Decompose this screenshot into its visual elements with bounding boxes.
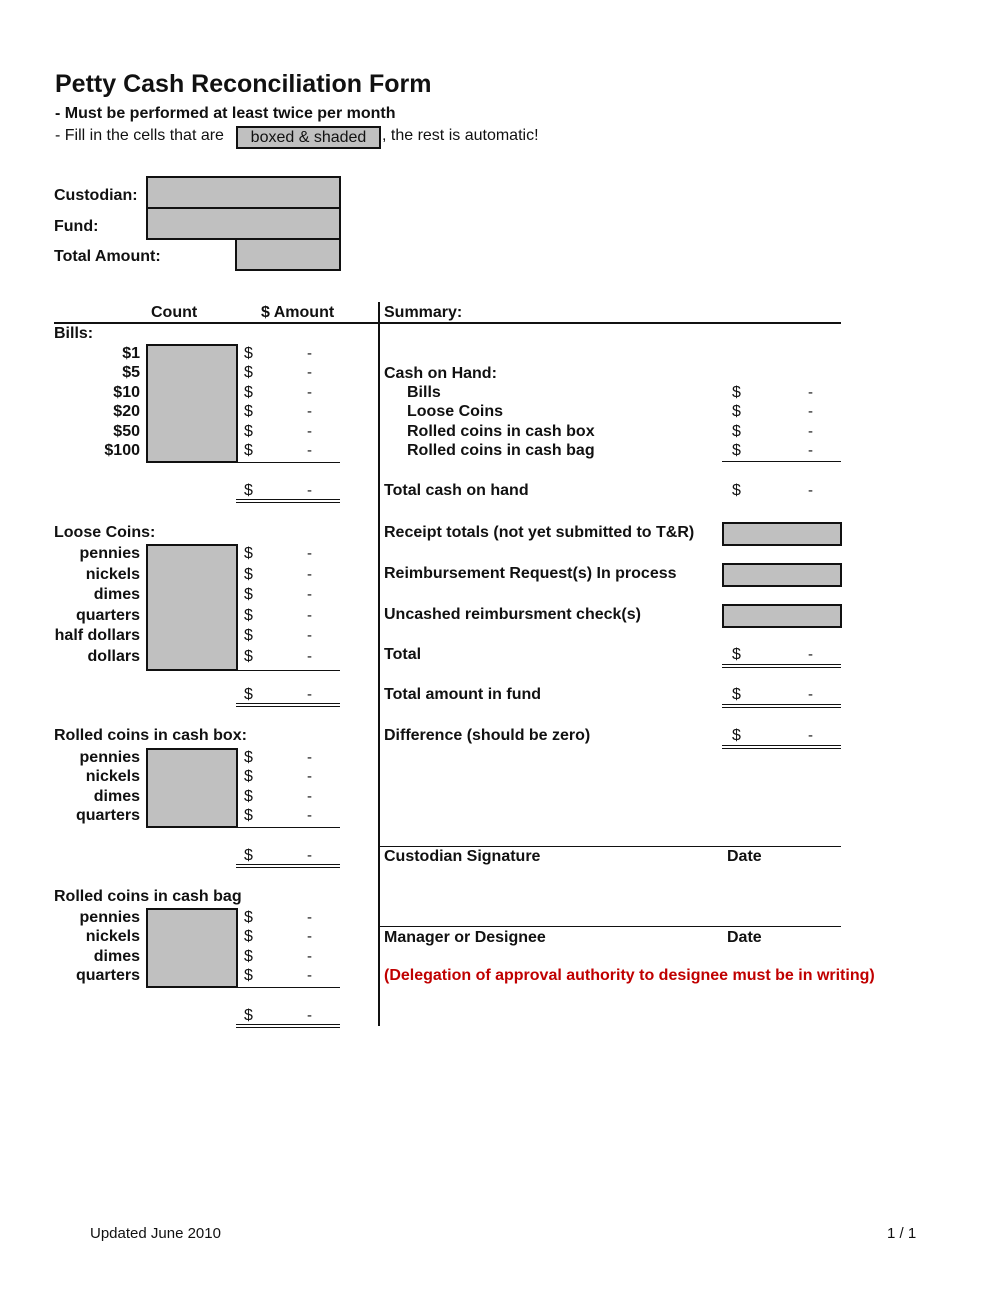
cash-on-hand-label: Cash on Hand: [384, 365, 497, 382]
count-header: Count [151, 304, 198, 321]
total-in-fund-underline [722, 704, 841, 708]
cash-item-label-0: Bills [407, 384, 441, 401]
cash-item-label-2: Rolled coins in cash box [407, 423, 595, 440]
difference-label: Difference (should be zero) [384, 727, 591, 744]
cash-item-value-3: - [808, 442, 813, 459]
bills-currency-5: $ [244, 442, 253, 459]
rolled-box-currency-0: $ [244, 749, 253, 766]
loose-coins-amount-4: - [307, 627, 312, 644]
instruction-fill-prefix: - Fill in the cells that are [55, 127, 224, 144]
bills-count-input-5[interactable] [148, 443, 240, 464]
cash-item-currency-3: $ [732, 442, 741, 459]
rolled-box-count-input-2[interactable] [148, 789, 240, 810]
total-underline [722, 664, 841, 668]
total-cash-currency: $ [732, 482, 741, 499]
rolled-box-item-0: pennies [79, 749, 140, 766]
loose-coins-count-input-2[interactable] [148, 587, 240, 610]
total-amount-label: Total Amount: [54, 248, 161, 265]
rolled-box-currency-3: $ [244, 807, 253, 824]
cash-item-value-0: - [808, 384, 813, 401]
rolled-box-subtotal-currency: $ [244, 847, 253, 864]
header-rule [54, 322, 841, 324]
rolled-box-subtotal-underline [236, 864, 340, 868]
total-value: - [808, 646, 813, 663]
bills-currency-1: $ [244, 364, 253, 381]
rolled-bag-subtotal-currency: $ [244, 1007, 253, 1024]
bills-subtotal-underline [236, 499, 340, 503]
instruction-frequency: - Must be performed at least twice per month [55, 105, 396, 122]
loose-coins-amount-1: - [307, 566, 312, 583]
difference-value: - [808, 727, 813, 744]
bills-currency-4: $ [244, 423, 253, 440]
uncashed-checks-label: Uncashed reimbursment check(s) [384, 606, 641, 623]
bills-count-input-4[interactable] [148, 424, 240, 445]
receipt-totals-field[interactable] [722, 522, 842, 546]
loose-coins-subtotal-currency: $ [244, 686, 253, 703]
rolled-box-count-input-0[interactable] [148, 750, 240, 771]
loose-coins-amount-0: - [307, 545, 312, 562]
rolled-box-count-input-1[interactable] [148, 769, 240, 790]
loose-coins-currency-4: $ [244, 627, 253, 644]
fund-label: Fund: [54, 218, 99, 235]
rolled-bag-currency-2: $ [244, 948, 253, 965]
rolled-bag-subtotal-underline [236, 1024, 340, 1028]
bills-amount-2: - [307, 384, 312, 401]
loose-coins-item-2: dimes [93, 586, 140, 603]
bills-label: Bills: [54, 325, 94, 342]
bills-count-input-0[interactable] [148, 346, 240, 367]
updated-date: Updated June 2010 [90, 1225, 221, 1242]
bills-currency-0: $ [244, 345, 253, 362]
manager-signature-label: Manager or Designee [384, 929, 546, 946]
bills-amount-1: - [307, 364, 312, 381]
rolled-box-count-input-3[interactable] [148, 808, 240, 829]
bills-item-1: $5 [122, 364, 140, 381]
loose-coins-currency-0: $ [244, 545, 253, 562]
bills-item-3: $20 [113, 403, 140, 420]
loose-coins-count-input-0[interactable] [148, 546, 240, 569]
loose-coins-subtotal-underline [236, 703, 340, 707]
manager-signature-line[interactable] [380, 926, 841, 927]
loose-coins-amount-2: - [307, 586, 312, 603]
rolled-bag-count-input-2[interactable] [148, 949, 240, 970]
rolled-box-currency-2: $ [244, 788, 253, 805]
rolled-box-item-3: quarters [75, 807, 140, 824]
bills-rule [236, 462, 340, 463]
rolled-box-item-1: nickels [85, 768, 140, 785]
cash-item-value-2: - [808, 423, 813, 440]
cash-item-label-3: Rolled coins in cash bag [407, 442, 595, 459]
rolled-bag-currency-3: $ [244, 967, 253, 984]
column-divider [378, 302, 380, 1026]
loose-coins-currency-3: $ [244, 607, 253, 624]
difference-currency: $ [732, 727, 741, 744]
cash-item-currency-2: $ [732, 423, 741, 440]
loose-coins-currency-5: $ [244, 648, 253, 665]
loose-coins-count-box[interactable] [146, 544, 238, 671]
delegation-note: (Delegation of approval authority to designee must be in writing) [384, 967, 875, 984]
uncashed-checks-input[interactable] [724, 606, 844, 628]
rolled-box-amount-2: - [307, 788, 312, 805]
custodian-input[interactable] [148, 178, 343, 209]
rolled-bag-label: Rolled coins in cash bag [54, 888, 242, 905]
rolled-bag-currency-1: $ [244, 928, 253, 945]
loose-coins-item-4: half dollars [54, 627, 140, 644]
page-number: 1 / 1 [887, 1225, 917, 1242]
bills-currency-3: $ [244, 403, 253, 420]
rolled-bag-rule [236, 987, 340, 988]
rolled-box-amount-0: - [307, 749, 312, 766]
bills-subtotal-value: - [307, 482, 312, 499]
bills-item-5: $100 [104, 442, 140, 459]
bills-count-input-1[interactable] [148, 365, 240, 386]
loose-coins-currency-2: $ [244, 586, 253, 603]
rolled-box-count-box[interactable] [146, 748, 238, 828]
total-label: Total [384, 646, 422, 663]
cash-on-hand-rule [722, 461, 841, 462]
total-amount-input[interactable] [237, 240, 343, 271]
rolled-box-amount-3: - [307, 807, 312, 824]
reimbursement-requests-label: Reimbursement Request(s) In process [384, 565, 677, 582]
total-currency: $ [732, 646, 741, 663]
page-title: Petty Cash Reconciliation Form [55, 70, 432, 98]
loose-coins-item-5: dollars [87, 648, 140, 665]
manager-date-label: Date [727, 929, 762, 946]
bills-count-input-3[interactable] [148, 404, 240, 425]
loose-coins-currency-1: $ [244, 566, 253, 583]
loose-coins-item-3: quarters [75, 607, 140, 624]
rolled-bag-count-box[interactable] [146, 908, 238, 988]
rolled-box-item-2: dimes [93, 788, 140, 805]
rolled-bag-amount-0: - [307, 909, 312, 926]
receipt-totals-input[interactable] [724, 524, 844, 546]
custodian-date-label: Date [727, 848, 762, 865]
total-in-fund-label: Total amount in fund [384, 686, 542, 703]
rolled-box-label: Rolled coins in cash box: [54, 727, 247, 744]
rolled-box-amount-1: - [307, 768, 312, 785]
loose-coins-item-0: pennies [79, 545, 140, 562]
summary-header: Summary: [384, 304, 463, 321]
loose-coins-count-input-4[interactable] [148, 628, 240, 651]
custodian-label: Custodian: [54, 187, 138, 204]
rolled-box-subtotal-value: - [307, 847, 312, 864]
cash-item-currency-1: $ [732, 403, 741, 420]
total-cash-value: - [808, 482, 813, 499]
bills-currency-2: $ [244, 384, 253, 401]
rolled-bag-item-1: nickels [85, 928, 140, 945]
custodian-signature-label: Custodian Signature [384, 848, 541, 865]
bills-count-box[interactable] [146, 344, 238, 463]
bills-amount-5: - [307, 442, 312, 459]
bills-count-input-2[interactable] [148, 385, 240, 406]
bills-item-0: $1 [122, 345, 140, 362]
bills-item-4: $50 [113, 423, 140, 440]
rolled-bag-currency-0: $ [244, 909, 253, 926]
rolled-bag-item-2: dimes [93, 948, 140, 965]
rolled-bag-item-0: pennies [79, 909, 140, 926]
custodian-field[interactable] [146, 176, 341, 209]
total-amount-field[interactable] [235, 238, 341, 271]
fund-field[interactable] [146, 207, 341, 240]
uncashed-checks-field[interactable] [722, 604, 842, 628]
reimbursement-requests-field[interactable] [722, 563, 842, 587]
loose-coins-subtotal-value: - [307, 686, 312, 703]
total-in-fund-value: - [808, 686, 813, 703]
bills-amount-4: - [307, 423, 312, 440]
amount-header: $ Amount [261, 304, 335, 321]
fund-input[interactable] [148, 209, 343, 240]
cash-item-currency-0: $ [732, 384, 741, 401]
bills-amount-0: - [307, 345, 312, 362]
cash-item-value-1: - [808, 403, 813, 420]
rolled-bag-count-input-0[interactable] [148, 910, 240, 931]
loose-coins-item-1: nickels [85, 566, 140, 583]
bills-subtotal-currency: $ [244, 482, 253, 499]
total-cash-label: Total cash on hand [384, 482, 529, 499]
loose-coins-rule [236, 670, 340, 671]
difference-underline [722, 745, 841, 749]
loose-coins-count-input-5[interactable] [148, 649, 240, 672]
receipt-totals-label: Receipt totals (not yet submitted to T&R) [384, 524, 695, 541]
rolled-box-currency-1: $ [244, 768, 253, 785]
rolled-bag-amount-1: - [307, 928, 312, 945]
loose-coins-amount-3: - [307, 607, 312, 624]
rolled-bag-count-input-3[interactable] [148, 968, 240, 989]
rolled-box-rule [236, 827, 340, 828]
legend-shaded-box: boxed & shaded [236, 126, 381, 149]
custodian-signature-line[interactable] [380, 846, 841, 847]
rolled-bag-item-3: quarters [75, 967, 140, 984]
total-in-fund-currency: $ [732, 686, 741, 703]
cash-item-label-1: Loose Coins [407, 403, 504, 420]
bills-amount-3: - [307, 403, 312, 420]
bills-item-2: $10 [113, 384, 140, 401]
instruction-fill-suffix: , the rest is automatic! [382, 127, 539, 144]
rolled-bag-subtotal-value: - [307, 1007, 312, 1024]
rolled-bag-amount-3: - [307, 967, 312, 984]
reimbursement-requests-input[interactable] [724, 565, 844, 587]
rolled-bag-amount-2: - [307, 948, 312, 965]
loose-coins-label: Loose Coins: [54, 524, 156, 541]
loose-coins-amount-5: - [307, 648, 312, 665]
rolled-bag-count-input-1[interactable] [148, 929, 240, 950]
